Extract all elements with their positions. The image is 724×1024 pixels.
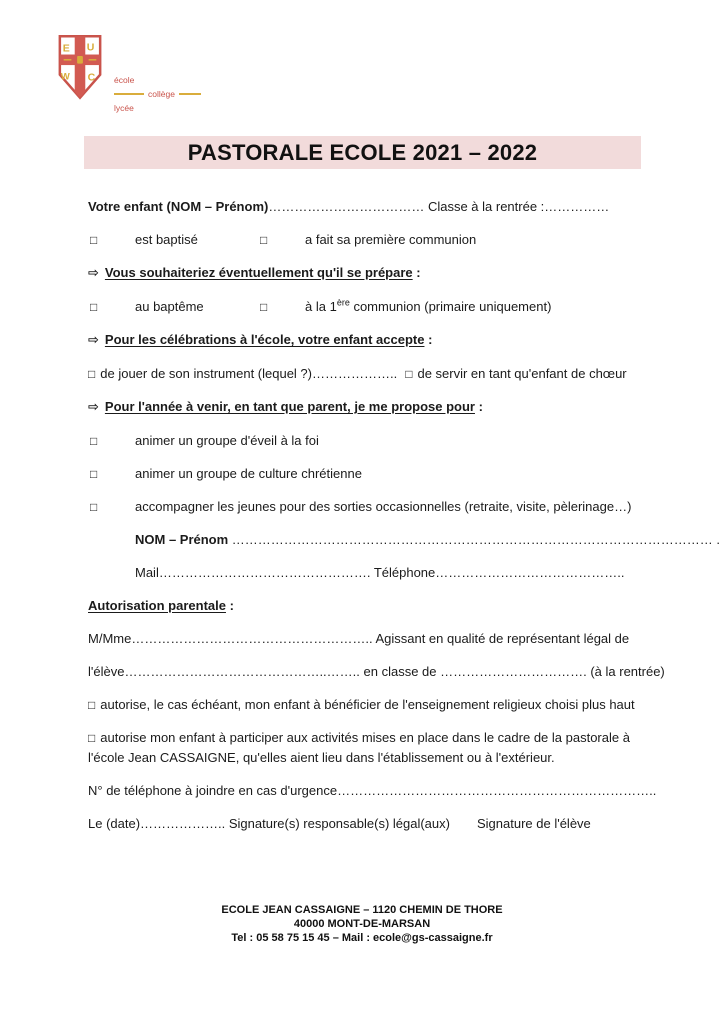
child-name-label: Votre enfant (NOM – Prénom) xyxy=(88,199,269,214)
checkbox-jouer-instrument[interactable]: □ xyxy=(88,367,96,381)
checkbox-enfant-de-choeur[interactable]: □ xyxy=(405,367,413,381)
school-crest-icon xyxy=(56,33,104,101)
communion-label-post: communion (primaire uniquement) xyxy=(349,299,552,314)
checkbox-premiere-communion[interactable]: □ xyxy=(260,233,268,247)
communion-label-pre: à la 1 xyxy=(305,299,337,314)
sacrament-status-row xyxy=(88,230,641,250)
svg-text:W: W xyxy=(60,71,70,83)
heading-propose-colon: : xyxy=(474,399,483,414)
checkbox-animer-eveil[interactable]: □ xyxy=(90,434,98,448)
logo-dash-right xyxy=(179,93,201,95)
svg-text:E: E xyxy=(62,42,70,55)
checkbox-autorise-activites[interactable]: □ xyxy=(88,731,96,745)
heading-autorisation xyxy=(88,596,641,616)
svg-text:U: U xyxy=(86,41,95,54)
footer-contact-line: Tel : 05 58 75 15 45 – Mail : ecole@gs-cassaigne.fr xyxy=(231,932,493,944)
heading-celebrations xyxy=(88,330,641,351)
heading-propose-text: Pour l'année à venir, en tant que parent, je me propose pour xyxy=(104,399,475,414)
date-signature-label: Le (date)……………….. Signature(s) responsable(s) légal(aux) xyxy=(88,816,450,831)
page-title: PASTORALE ECOLE 2021 – 2022 xyxy=(187,139,538,165)
autorise-enseignement-row xyxy=(88,695,641,715)
parent-mail-line xyxy=(88,563,641,583)
classe-rentree-label: Classe à la rentrée :…………… xyxy=(424,199,610,214)
propose-option-row xyxy=(88,497,641,517)
eleve-label: l'élève………………………………………..…….. en classe de ……………………………. (à la rentrée) xyxy=(88,664,665,679)
enfant-de-choeur-label: de servir en tant qu'enfant de chœur xyxy=(417,366,627,381)
parent-nom-line xyxy=(88,530,721,550)
checkbox-premiere-communion-prep[interactable]: □ xyxy=(260,300,268,314)
eleve-line xyxy=(88,662,665,682)
logo-level-ecole: école xyxy=(114,75,135,85)
svg-text:C: C xyxy=(87,71,96,84)
child-name-line xyxy=(88,197,641,217)
heading-autorisation-colon: : xyxy=(225,598,234,613)
accompagner-sorties-label: accompagner les jeunes pour des sorties occasionnelles (retraite, visite, pèlerinage…) xyxy=(135,499,632,514)
urgence-line xyxy=(88,781,657,801)
heading-prepare-text: Vous souhaiteriez éventuellement qu'il se prépare xyxy=(104,265,413,280)
checkbox-est-baptise[interactable]: □ xyxy=(90,233,98,247)
autorise-activites-label: autorise mon enfant à participer aux activités mises en place dans le cadre de la pastorale à l'école Jean CASSAIGNE, qu'elles aient lieu dans l'établissement ou à l'extérieur. xyxy=(88,730,630,765)
animer-culture-label: animer un groupe de culture chrétienne xyxy=(135,466,362,481)
jouer-instrument-label: de jouer de son instrument (lequel ?)……………….. xyxy=(100,366,398,381)
form-body xyxy=(88,197,721,847)
propose-option-row xyxy=(88,431,641,451)
heading-celebrations-colon: : xyxy=(424,332,433,347)
au-bapteme-label: au baptême xyxy=(135,299,204,314)
parent-nom-label: NOM – Prénom xyxy=(135,532,232,547)
heading-prepare-colon: : xyxy=(412,265,421,280)
checkbox-au-bapteme[interactable]: □ xyxy=(90,300,98,314)
heading-celebrations-text: Pour les célébrations à l'école, votre enfant accepte xyxy=(104,332,425,347)
heading-autorisation-text: Autorisation parentale xyxy=(88,598,226,613)
checkbox-animer-culture[interactable]: □ xyxy=(90,467,98,481)
footer-address-line1: ECOLE JEAN CASSAIGNE – 1120 CHEMIN DE THORE xyxy=(221,904,503,916)
school-footer xyxy=(0,903,724,945)
urgence-label: N° de téléphone à joindre en cas d'urgence……………………………………………………………….. xyxy=(88,783,657,798)
signature-row xyxy=(88,814,641,834)
communion-label-sup: ère xyxy=(336,297,350,308)
autorise-enseignement-label: autorise, le cas échéant, mon enfant à bénéficier de l'enseignement religieux choisi plus haut xyxy=(100,697,635,712)
footer-address-line2: 40000 MONT-DE-MARSAN xyxy=(293,918,431,930)
signature-eleve-label: Signature de l'élève xyxy=(477,816,591,831)
representant-line xyxy=(88,629,641,649)
logo-level-college-row xyxy=(114,87,201,101)
mmme-label: M/Mme……………………………………………….. Agissant en qualité de représentant légal de xyxy=(88,631,630,646)
logo-dash-left xyxy=(114,93,144,95)
premiere-communion-prep-label xyxy=(305,297,551,317)
logo-level-lycee: lycée xyxy=(114,103,134,113)
propose-option-row xyxy=(88,464,641,484)
school-levels xyxy=(114,73,201,115)
arrow-right-icon: ⇨ xyxy=(88,333,99,348)
parent-nom-dots: ………………………………………………………………………………………………… . xyxy=(231,532,721,547)
title-banner xyxy=(84,136,641,169)
autorise-activites-row xyxy=(88,728,641,768)
child-name-dots: ……………………………… xyxy=(268,199,425,214)
checkbox-autorise-enseignement[interactable]: □ xyxy=(88,698,96,712)
checkbox-accompagner-sorties[interactable]: □ xyxy=(90,500,98,514)
premiere-communion-label: a fait sa première communion xyxy=(305,232,477,247)
parent-mail-telephone: Mail…………………………………………. Téléphone…………………………………….. xyxy=(135,565,625,580)
arrow-right-icon: ⇨ xyxy=(88,400,99,415)
arrow-right-icon: ⇨ xyxy=(88,266,99,281)
heading-propose xyxy=(88,397,641,418)
logo-level-college: collège xyxy=(148,89,175,99)
est-baptise-label: est baptisé xyxy=(135,232,198,247)
heading-prepare xyxy=(88,263,641,284)
celebrations-options-row xyxy=(88,364,641,384)
school-logo xyxy=(56,33,201,115)
animer-eveil-label: animer un groupe d'éveil à la foi xyxy=(135,433,319,448)
prepare-options-row xyxy=(88,297,641,317)
